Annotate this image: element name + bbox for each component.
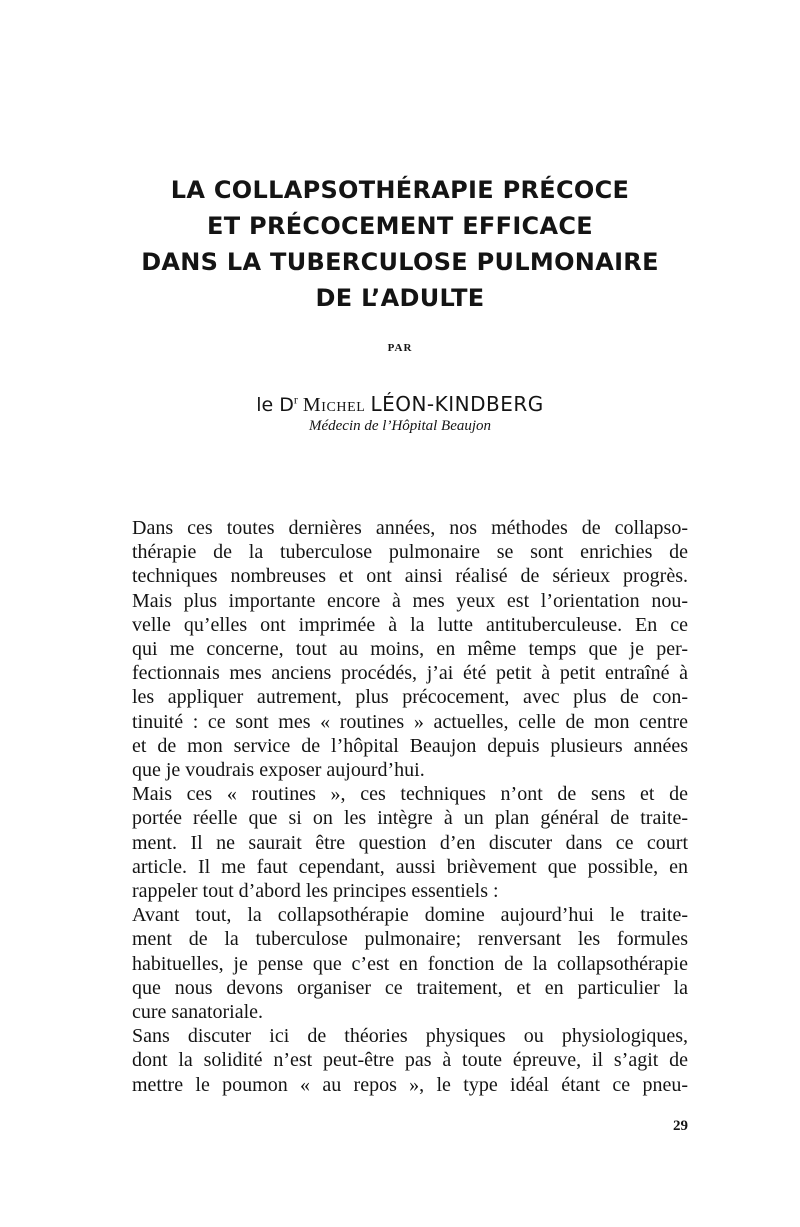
text-line: Dans ces toutes dernières années, nos méthodes de collapso- <box>132 517 688 539</box>
text-line: Mais ces « routines », ces techniques n’ont de sens et de <box>132 783 688 806</box>
by-label: PAR <box>387 342 413 354</box>
text-line: mettre le poumon « au repos », le type idéal étant ce pneu- <box>132 1073 688 1096</box>
text-line: tinuité : ce sont mes « routines » actuelles, celle de mon centre <box>132 710 688 733</box>
title-line: DANS LA TUBERCULOSE PULMONAIRE <box>141 248 659 276</box>
author-surname: LÉON-KINDBERG <box>370 392 544 416</box>
text-line: qui me concerne, tout au moins, en même temps que je per- <box>132 638 688 661</box>
text-line: techniques nombreuses et ont ainsi réalisé de sérieux progrès. <box>132 565 688 588</box>
text-line: habituelles, je pense que c’est en fonction de la collapsothérapie <box>132 952 688 975</box>
text-line: que nous devons organiser ce traitement, et en particulier la <box>132 976 688 999</box>
text-line: thérapie de la tuberculose pulmonaire se sont enrichies de <box>132 541 688 564</box>
page-number: 29 <box>673 1118 688 1134</box>
text-line: cure sanatoriale. <box>132 1001 264 1024</box>
text-line: les appliquer autrement, plus précocement, avec plus de con- <box>132 686 688 709</box>
article-title <box>100 172 700 316</box>
text-line: ment de la tuberculose pulmonaire; renversant les formules <box>132 928 688 951</box>
text-line: Avant tout, la collapsothérapie domine aujourd’hui le traite- <box>132 904 688 927</box>
text-line: Sans discuter ici de théories physiques ou physiologiques, <box>132 1025 688 1048</box>
author-affiliation: Médecin de l’Hôpital Beaujon <box>308 418 492 434</box>
text-line: que je voudrais exposer aujourd’hui. <box>132 759 425 782</box>
author-prefix-sup: r <box>293 392 298 407</box>
title-line: DE L’ADULTE <box>315 284 485 312</box>
text-line: velle qu’elles ont imprimée à la lutte antituberculeuse. En ce <box>132 613 688 636</box>
author-prefix: le D <box>256 394 294 416</box>
title-line: LA COLLAPSOTHÉRAPIE PRÉCOCE <box>170 176 630 204</box>
text-line: et de mon service de l’hôpital Beaujon depuis plusieurs années <box>132 734 688 757</box>
text-line: portée réelle que si on les intègre à un plan général de traite- <box>132 807 688 830</box>
text-line: dont la solidité n’est peut-être pas à toute épreuve, il s’agit de <box>132 1049 688 1072</box>
author-first-name: Michel <box>302 394 366 416</box>
text-line: article. Il me faut cependant, aussi brièvement que possible, en <box>132 855 688 878</box>
author-line <box>0 392 800 417</box>
body-text <box>132 516 688 1097</box>
text-line: rappeler tout d’abord les principes essentiels : <box>132 880 499 903</box>
text-line: ment. Il ne saurait être question d’en discuter dans ce court <box>132 831 688 854</box>
title-line: ET PRÉCOCEMENT EFFICACE <box>207 212 593 240</box>
text-line: fectionnais mes anciens procédés, j’ai été petit à petit entraîné à <box>132 662 688 685</box>
text-line: Mais plus importante encore à mes yeux est l’orientation nou- <box>132 589 688 612</box>
